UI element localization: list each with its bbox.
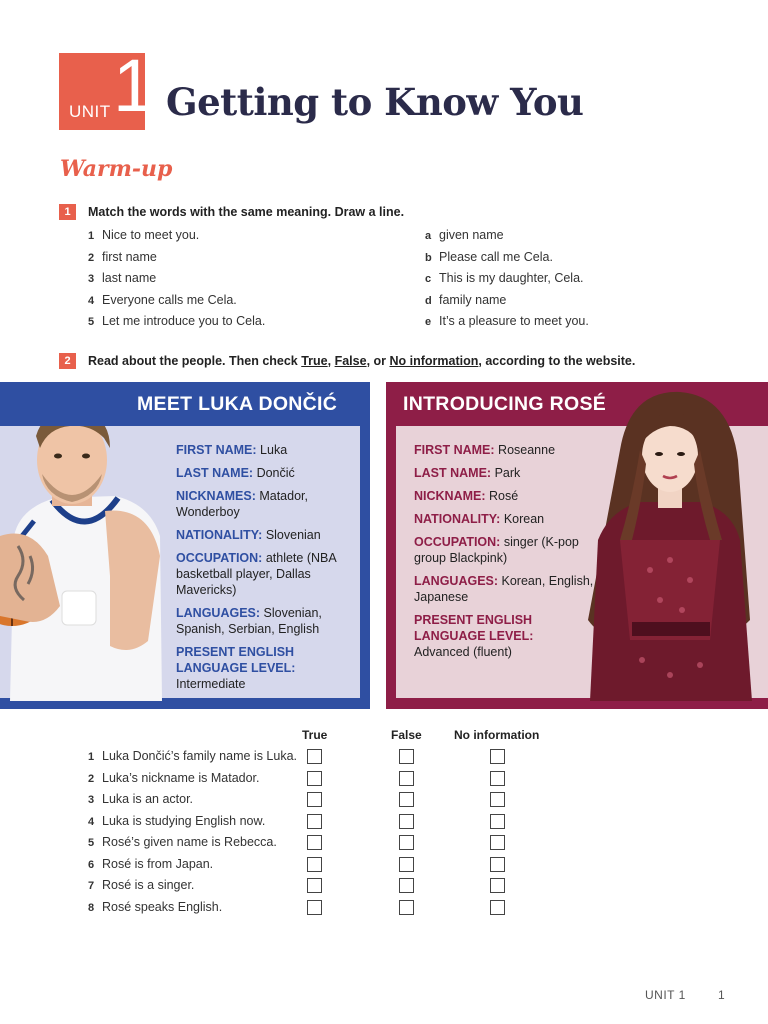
checkbox-no-information[interactable]	[490, 814, 505, 829]
luka-photo	[0, 426, 170, 701]
checkbox-false[interactable]	[399, 771, 414, 786]
match-right-item: a given name	[425, 228, 504, 242]
checkbox-false[interactable]	[399, 878, 414, 893]
exercise-number-1: 1	[59, 204, 76, 220]
column-header-false: False	[391, 728, 422, 742]
column-header-true: True	[302, 728, 328, 742]
checkbox-true[interactable]	[307, 900, 322, 915]
option-noinfo-text: No information	[389, 354, 479, 368]
luka-field: LAST NAME: Dončić	[176, 466, 295, 480]
match-left-item: 5 Let me introduce you to Cela.	[88, 314, 266, 328]
statement-row: 7 Rosé is a singer.	[88, 878, 195, 892]
luka-info	[176, 442, 361, 699]
luka-field: PRESENT ENGLISH LANGUAGE LEVEL: Intermediate	[176, 645, 296, 691]
luka-field: NATIONALITY: Slovenian	[176, 528, 321, 542]
statement-row: 1 Luka Dončić’s family name is Luka.	[88, 749, 297, 763]
column-header-noinfo: No information	[454, 728, 540, 742]
match-left-item: 2 first name	[88, 249, 157, 264]
luka-field: OCCUPATION: athlete (NBA basketball player, Dallas Mavericks)	[176, 551, 337, 597]
statement-row: 2 Luka’s nickname is Matador.	[88, 770, 260, 785]
match-left-item: 4 Everyone calls me Cela.	[88, 292, 237, 307]
luka-field: FIRST NAME: Luka	[176, 443, 288, 457]
checkbox-no-information[interactable]	[490, 792, 505, 807]
exercise-2-instruction: Read about the people. Then check True, False, or No information, according to the website.	[88, 354, 636, 368]
rose-field: NATIONALITY: Korean	[414, 512, 545, 526]
checkbox-true[interactable]	[307, 878, 322, 893]
rose-field: NICKNAME: Rosé	[414, 489, 519, 503]
checkbox-no-information[interactable]	[490, 857, 505, 872]
rose-field: OCCUPATION: singer (K-pop group Blackpink)	[414, 535, 579, 565]
checkbox-true[interactable]	[307, 835, 322, 850]
checkbox-true[interactable]	[307, 814, 322, 829]
match-right-item: d family name	[425, 292, 507, 307]
checkbox-false[interactable]	[399, 857, 414, 872]
match-right-item: b Please call me Cela.	[425, 249, 553, 264]
section-title: Warm-up	[60, 156, 173, 182]
statement-row: 3 Luka is an actor.	[88, 792, 194, 806]
rose-field: LANGUAGES: Korean, English, Japanese	[414, 574, 594, 604]
match-right-item: e It’s a pleasure to meet you.	[425, 314, 589, 328]
statement-row: 5 Rosé’s given name is Rebecca.	[88, 835, 277, 849]
statement-row: 4 Luka is studying English now.	[88, 813, 266, 828]
match-left-item: 3 last name	[88, 271, 157, 285]
page-title: Getting to Know You	[166, 80, 584, 124]
checkbox-true[interactable]	[307, 792, 322, 807]
checkbox-no-information[interactable]	[490, 771, 505, 786]
unit-word: UNIT	[69, 102, 111, 121]
checkbox-no-information[interactable]	[490, 835, 505, 850]
checkbox-no-information[interactable]	[490, 878, 505, 893]
match-left-list	[88, 225, 265, 333]
checkbox-true[interactable]	[307, 857, 322, 872]
luka-field: LANGUAGES: Slovenian, Spanish, Serbian, English	[176, 606, 322, 636]
checkbox-false[interactable]	[399, 792, 414, 807]
card-title-luka: MEET LUKA DONČIĆ	[137, 393, 338, 415]
checkbox-true[interactable]	[307, 771, 322, 786]
exercise-1-instruction: Match the words with the same meaning. Draw a line.	[88, 205, 405, 219]
statement-row: 8 Rosé speaks English.	[88, 899, 223, 914]
checkbox-false[interactable]	[399, 749, 414, 764]
card-title-rose: INTRODUCING ROSÉ	[403, 393, 607, 415]
statement-row: 6 Rosé is from Japan.	[88, 856, 214, 871]
page-number: 1	[718, 988, 726, 1002]
checkbox-no-information[interactable]	[490, 900, 505, 915]
checkbox-false[interactable]	[399, 814, 414, 829]
match-left-item: 1 Nice to meet you.	[88, 228, 200, 242]
footer-unit-label: UNIT 1	[645, 988, 686, 1002]
luka-field: NICKNAMES: Matador, Wonderboy	[176, 489, 308, 519]
rose-field: LAST NAME: Park	[414, 466, 521, 480]
rose-field: FIRST NAME: Roseanne	[414, 443, 556, 457]
checkbox-true[interactable]	[307, 749, 322, 764]
checkbox-false[interactable]	[399, 900, 414, 915]
option-false-text: False	[334, 354, 367, 368]
unit-number: 1	[113, 44, 155, 127]
exercise-number-2: 2	[59, 353, 76, 369]
rose-field: PRESENT ENGLISH LANGUAGE LEVEL: Advanced (fluent)	[414, 613, 534, 659]
option-true-text: True	[301, 354, 328, 368]
checkbox-false[interactable]	[399, 835, 414, 850]
unit-badge	[59, 44, 155, 130]
rose-info	[414, 442, 604, 667]
match-right-item: c This is my daughter, Cela.	[425, 271, 584, 285]
match-right-list	[425, 225, 589, 333]
checkbox-no-information[interactable]	[490, 749, 505, 764]
